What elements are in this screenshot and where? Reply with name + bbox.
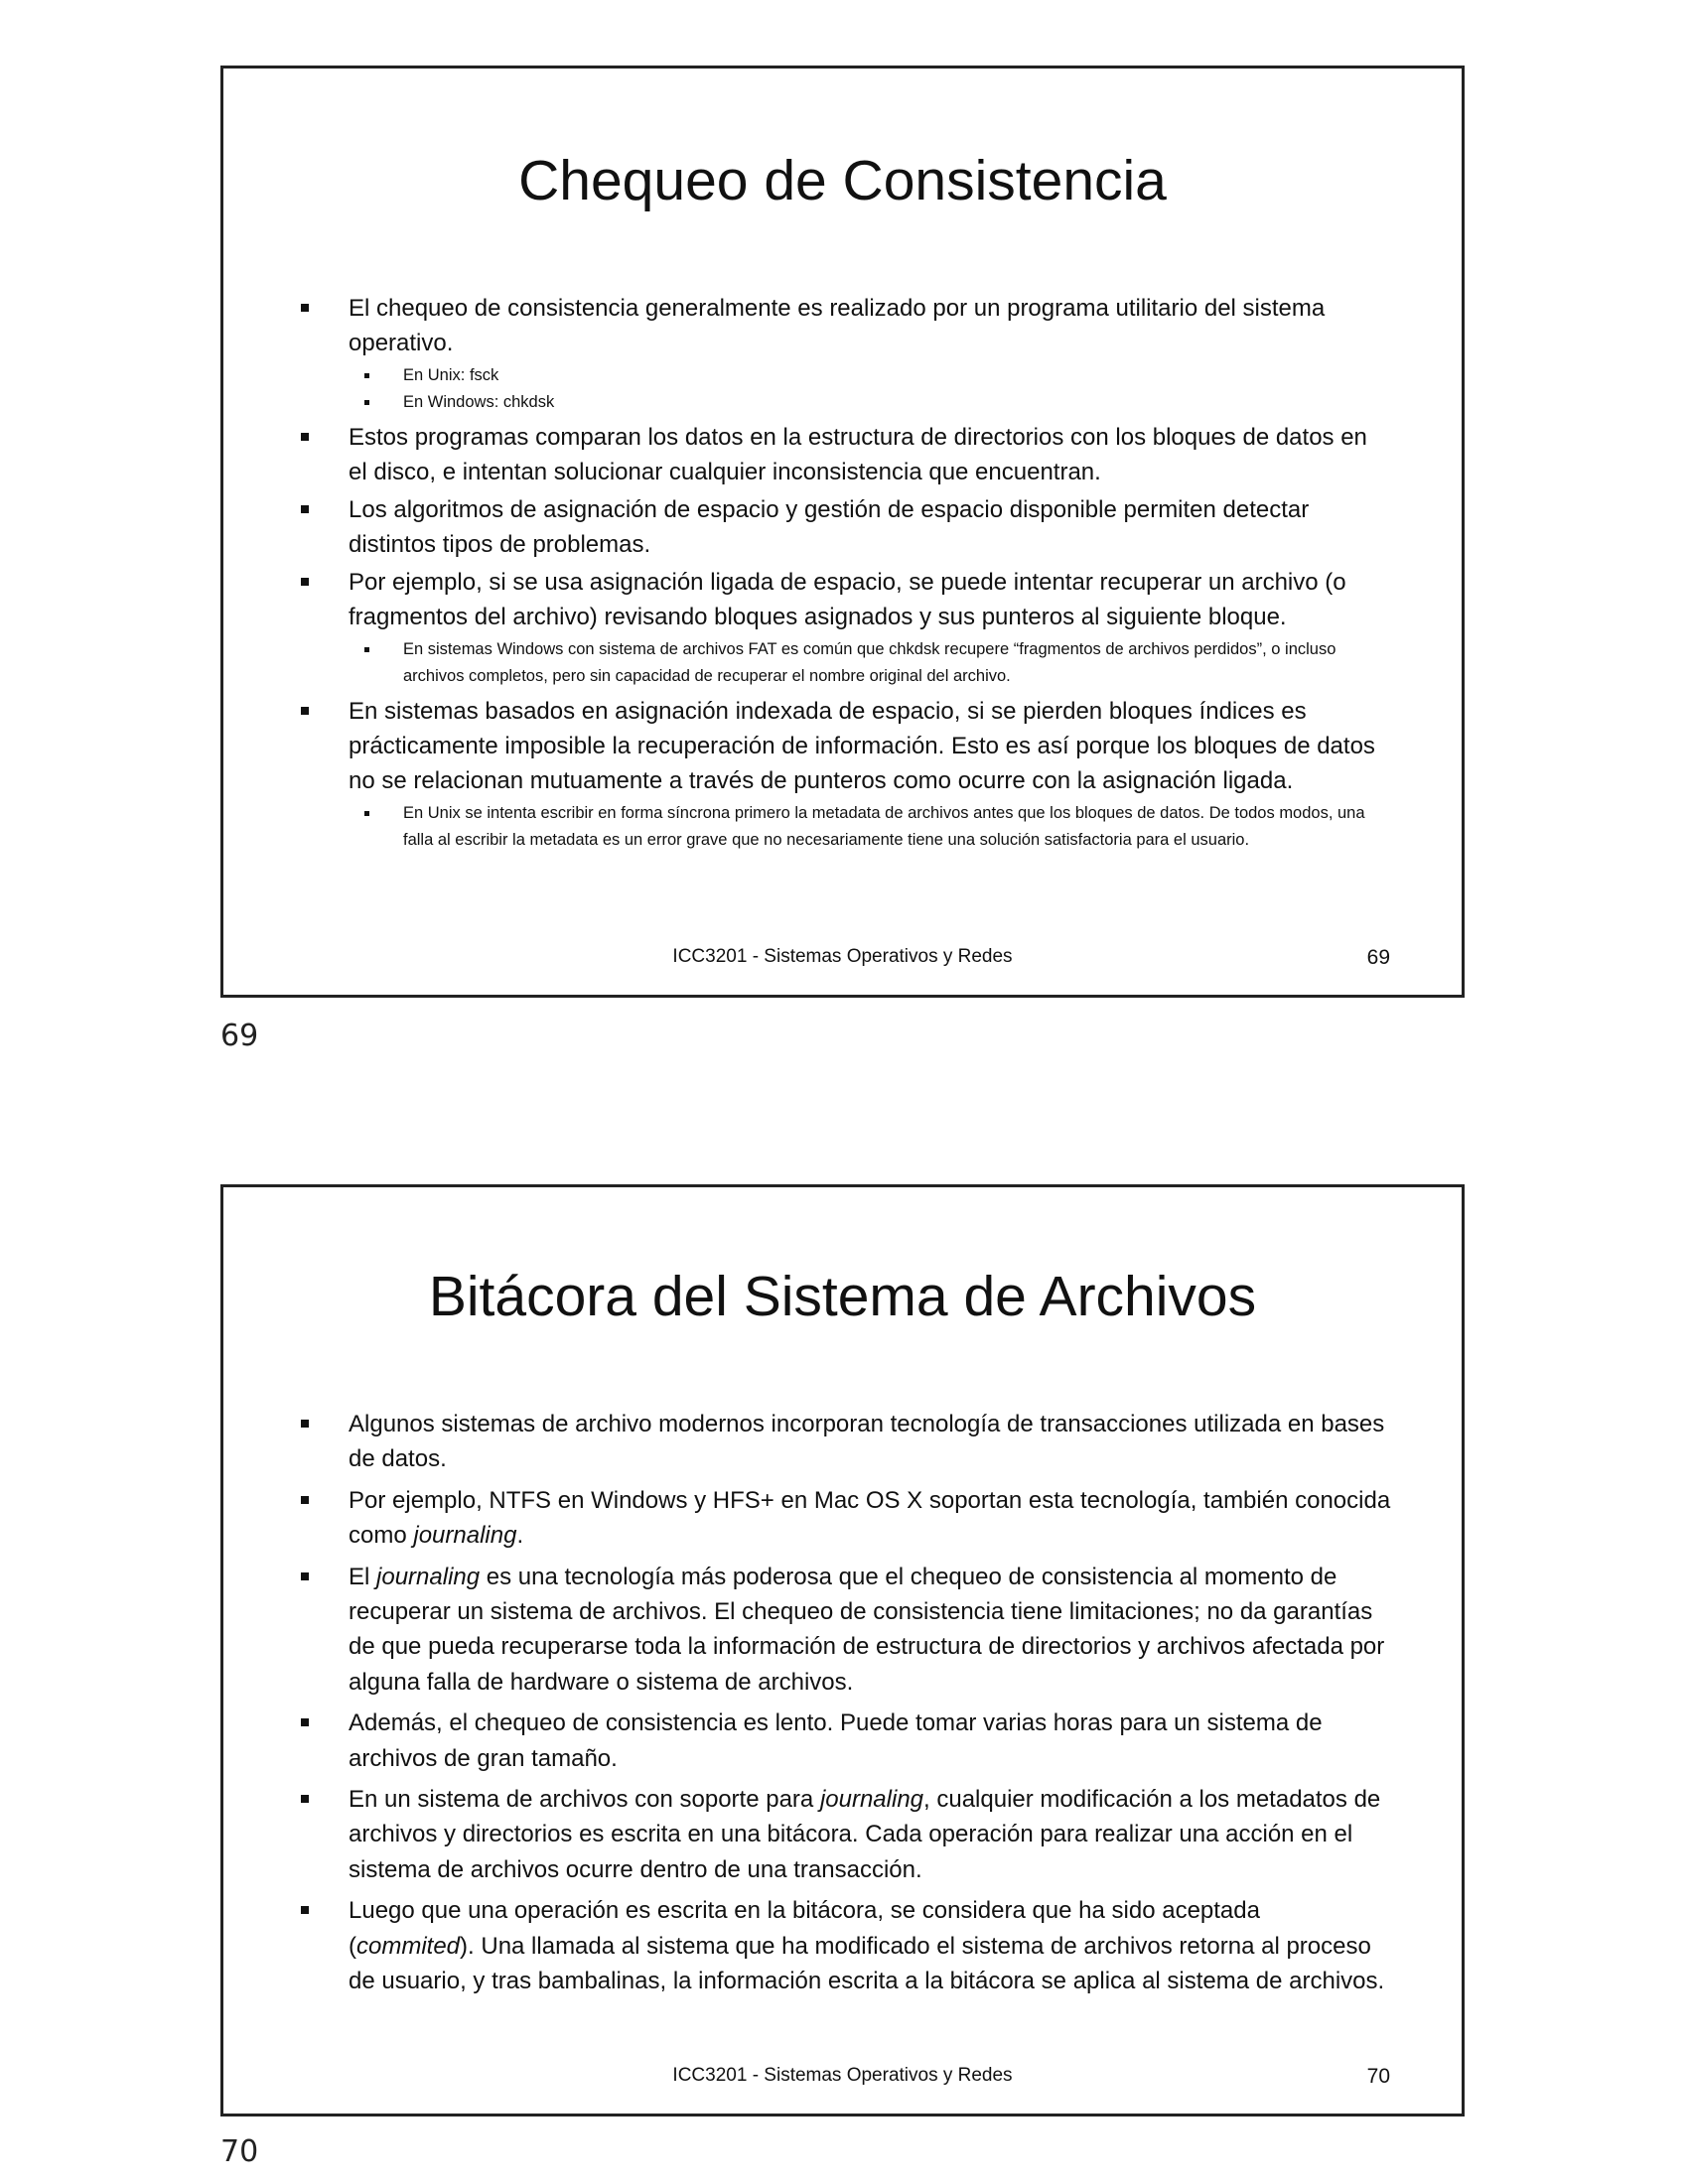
bullet-text: Algunos sistemas de archivo modernos incorporan tecnología de transacciones utilizada en bases de datos. (349, 1411, 1385, 1473)
sub-bullet-list (349, 362, 1392, 416)
sub-bullet-list (349, 800, 1392, 854)
bullet-text: Por ejemplo, si se usa asignación ligada de espacio, se puede intentar recuperar un archivo (o fragmentos del archivo) revisando bloques asignados y sus punteros al siguiente bloque. (349, 569, 1346, 630)
slide-content (298, 291, 1392, 858)
bullet-text: Los algoritmos de asignación de espacio y gestión de espacio disponible permiten detectar distintos tipos de problemas. (349, 496, 1310, 558)
bullet-emphasis: journaling (376, 1563, 481, 1590)
bullet-emphasis: journaling (413, 1522, 517, 1550)
bullet-text-part: es una tecnología más poderosa que el chequeo de consistencia al momento de recuperar un sistema de archivos. El chequeo de consistencia tiene limitaciones; no da garantías de que pueda recuperarse toda la información de estructura de directorios y archivos afectada por alguna falla de hardware o sistema de archivos. (349, 1563, 1385, 1696)
sub-bullet-item: En sistemas Windows con sistema de archivos FAT es común que chkdsk recupere “fragmentos de archivos perdidos”, o incluso archivos completos, pero sin capacidad de recuperar el nombre original del archivo. (349, 636, 1392, 690)
slide-title: Bitácora del Sistema de Archivos (428, 1265, 1257, 1328)
bullet-item (298, 492, 1392, 562)
bullet-list (298, 1407, 1392, 1999)
slide-content (298, 1407, 1392, 2005)
bullet-item (298, 694, 1392, 854)
bullet-item (298, 1560, 1392, 1701)
sub-bullet-list (349, 636, 1392, 690)
slide-number: 69 (1366, 946, 1390, 969)
bullet-text: En sistemas basados en asignación indexada de espacio, si se pierden bloques índices es prácticamente imposible la recuperación de información. Esto es así porque los bloques de datos no se relacionan mutuamente a través de punteros como ocurre con la asignación ligada. (349, 698, 1375, 794)
bullet-text-part: El (349, 1563, 377, 1590)
slide-title: Chequeo de Consistencia (518, 149, 1167, 212)
bullet-text-part: Por ejemplo, NTFS en Windows y HFS+ en Mac OS X soportan esta tecnología, también conocida como (349, 1486, 1391, 1550)
bullet-item (298, 1407, 1392, 1477)
bullet-item (298, 291, 1392, 416)
sub-bullet-item: En Windows: chkdsk (349, 389, 1392, 416)
bullet-emphasis: commited (356, 1932, 461, 1960)
bullet-list (298, 291, 1392, 854)
page-number-label: 70 (220, 2134, 259, 2169)
page-number-label: 69 (220, 1019, 259, 1053)
bullet-text-part: . (516, 1522, 524, 1550)
bullet-item (298, 1706, 1392, 1776)
bullet-item (298, 565, 1392, 690)
sub-bullet-item: En Unix: fsck (349, 362, 1392, 389)
bullet-emphasis: journaling (819, 1786, 924, 1814)
bullet-text: Además, el chequeo de consistencia es lento. Puede tomar varias horas para un sistema de archivos de gran tamaño. (349, 1709, 1323, 1772)
sub-bullet-item: En Unix se intenta escribir en forma síncrona primero la metadata de archivos antes que los bloques de datos. De todos modos, una falla al escribir la metadata es un error grave que no necesariamente tiene una solución satisfactoria para el usuario. (349, 800, 1392, 854)
slide-footer: ICC3201 - Sistemas Operativos y Redes (672, 2065, 1013, 2086)
bullet-text: Estos programas comparan los datos en la estructura de directorios con los bloques de datos en el disco, e intentan solucionar cualquier inconsistencia que encuentran. (349, 424, 1367, 485)
bullet-text-part: Luego que una operación es escrita en la bitácora, se considera que ha sido aceptada ( (349, 1897, 1260, 1960)
slide-footer: ICC3201 - Sistemas Operativos y Redes (672, 946, 1013, 967)
bullet-text-part: ). Una llamada al sistema que ha modificado el sistema de archivos retorna al proceso de usuario, y tras bambalinas, la información escrita a la bitácora se aplica al sistema de archivos. (349, 1932, 1385, 1995)
slide-number: 70 (1366, 2065, 1390, 2088)
slide-69 (220, 66, 1465, 998)
bullet-text-part: , cualquier modificación a los metadatos de archivos y directorios es escrita en una bitácora. Cada operación para realizar una acción en el sistema de archivos ocurre dentro de una transacción. (349, 1786, 1381, 1883)
bullet-item (298, 420, 1392, 489)
slide-70 (220, 1184, 1465, 2116)
bullet-item (298, 1893, 1392, 1998)
bullet-text: El chequeo de consistencia generalmente es realizado por un programa utilitario del sistema operativo. (349, 295, 1326, 356)
bullet-item (298, 1483, 1392, 1554)
bullet-text-part: En un sistema de archivos con soporte para (349, 1786, 820, 1814)
bullet-item (298, 1782, 1392, 1887)
